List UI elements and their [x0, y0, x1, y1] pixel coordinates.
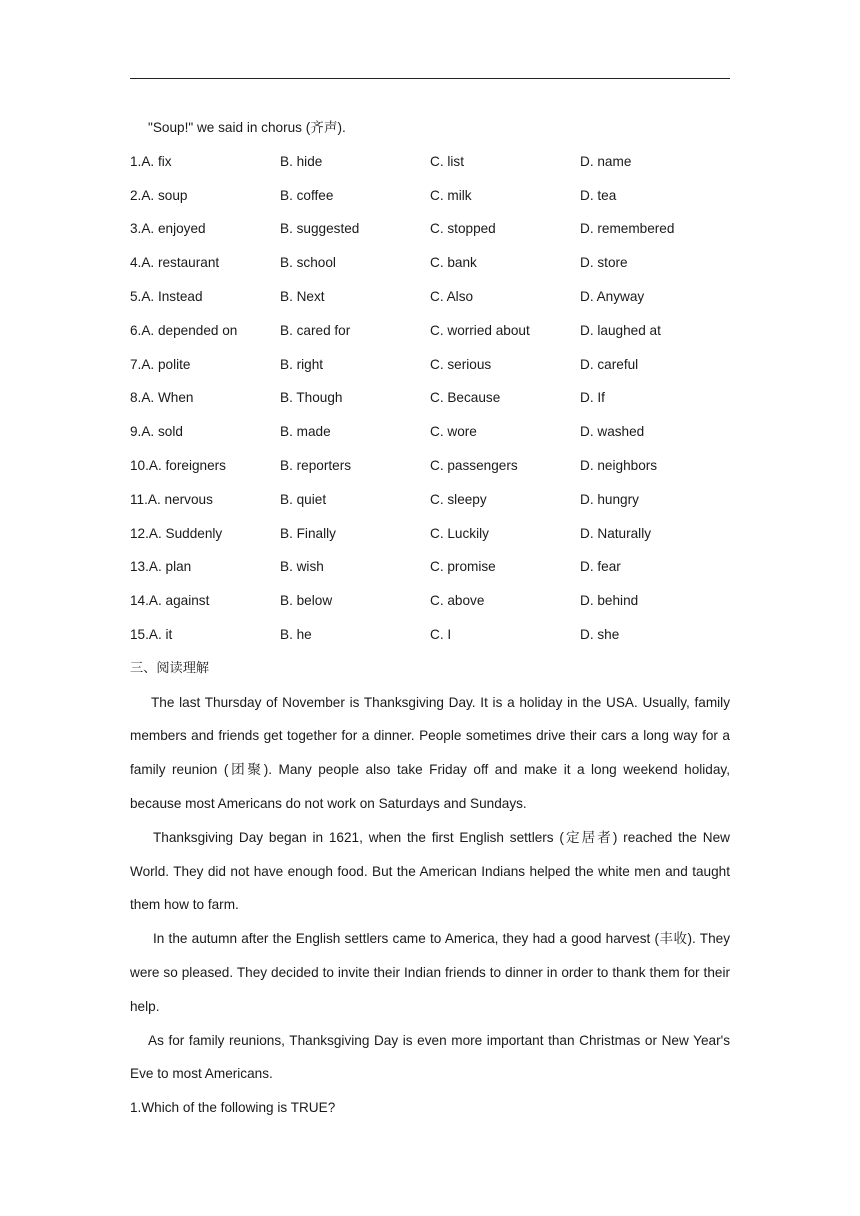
option-c: C. Also [430, 288, 474, 304]
option-b: B. below [280, 593, 333, 609]
option-a: 14.A. against [130, 593, 210, 609]
options-list [130, 145, 730, 652]
option-b: B. hide [280, 153, 323, 169]
option-b: B. cared for [280, 322, 351, 338]
option-row [130, 246, 730, 280]
option-b: B. coffee [280, 187, 334, 203]
option-row [130, 179, 730, 213]
option-b: B. he [280, 626, 312, 642]
option-a: 15.A. it [130, 626, 173, 642]
question-text: 1.Which of the following is TRUE? [130, 1100, 336, 1116]
option-d: D. remembered [580, 221, 675, 237]
option-c: C. Luckily [430, 525, 489, 541]
option-a: 10.A. foreigners [130, 457, 226, 473]
option-row [130, 145, 730, 179]
option-d: D. hungry [580, 491, 639, 507]
option-d: D. fear [580, 559, 621, 575]
option-a: 5.A. Instead [130, 288, 203, 304]
option-d: D. behind [580, 593, 639, 609]
option-d: D. laughed at [580, 322, 661, 338]
reading-paragraph: As for family reunions, Thanksgiving Day is even more important than Christmas or New Year's Eve to most Americans. [130, 1032, 730, 1082]
option-row [130, 381, 730, 415]
option-c: C. milk [430, 187, 472, 203]
option-d: D. Naturally [580, 525, 652, 541]
option-row [130, 348, 730, 382]
option-d: D. If [580, 390, 605, 406]
option-b: B. suggested [280, 221, 360, 237]
option-b: B. made [280, 424, 331, 440]
option-row [130, 550, 730, 584]
option-c: C. bank [430, 255, 477, 271]
option-c: C. passengers [430, 457, 518, 473]
option-b: B. Though [280, 390, 343, 406]
option-a: 2.A. soup [130, 187, 188, 203]
option-b: B. quiet [280, 491, 327, 507]
option-d: D. she [580, 626, 620, 642]
option-row [130, 584, 730, 618]
reading-paragraph: In the autumn after the English settlers came to America, they had a good harvest (丰收). They were so pleased. They decided to invite their Indian friends to dinner in order to thank them for their help. [130, 931, 730, 1014]
option-b: B. reporters [280, 457, 352, 473]
option-d: D. neighbors [580, 457, 658, 473]
option-b: B. wish [280, 559, 324, 575]
option-a: 4.A. restaurant [130, 255, 220, 271]
section-heading: 三、阅读理解 [130, 660, 210, 676]
option-a: 11.A. nervous [130, 491, 213, 507]
option-b: B. Next [280, 288, 325, 304]
option-c: C. sleepy [430, 491, 487, 507]
option-row [130, 280, 730, 314]
document-content [130, 111, 730, 1125]
option-a: 6.A. depended on [130, 322, 238, 338]
option-d: D. name [580, 153, 632, 169]
option-d: D. store [580, 255, 628, 271]
option-row [130, 517, 730, 551]
option-c: C. wore [430, 424, 477, 440]
option-a: 7.A. polite [130, 356, 191, 372]
intro-line: "Soup!" we said in chorus (齐声). [148, 120, 346, 135]
option-row [130, 483, 730, 517]
option-row [130, 212, 730, 246]
option-a: 9.A. sold [130, 424, 183, 440]
reading-paragraph: The last Thursday of November is Thanksgiving Day. It is a holiday in the USA. Usually, family members and friends get together for a dinner. People sometimes drive their cars a long way for a family reunion (团聚). Many people also take Friday off and make it a long weekend holiday, because most Americans do not work on Saturdays and Sundays. [130, 694, 730, 811]
option-d: D. Anyway [580, 288, 645, 304]
option-a: 8.A. When [130, 390, 194, 406]
option-a: 3.A. enjoyed [130, 221, 206, 237]
option-row [130, 415, 730, 449]
option-a: 1.A. fix [130, 153, 172, 169]
option-a: 13.A. plan [130, 559, 192, 575]
option-d: D. tea [580, 187, 617, 203]
option-b: B. right [280, 356, 324, 372]
option-d: D. careful [580, 356, 639, 372]
option-a: 12.A. Suddenly [130, 525, 223, 541]
option-row [130, 449, 730, 483]
option-d: D. washed [580, 424, 645, 440]
option-c: C. serious [430, 356, 492, 372]
option-c: C. list [430, 153, 464, 169]
option-c: C. worried about [430, 322, 530, 338]
reading-paragraph: Thanksgiving Day began in 1621, when the first English settlers (定居者) reached the New World. They did not have enough food. But the American Indians helped the white men and taught them how to farm. [130, 829, 730, 913]
option-c: C. Because [430, 390, 501, 406]
option-c: C. above [430, 593, 485, 609]
option-c: C. promise [430, 559, 496, 575]
header-rule [130, 78, 730, 79]
option-c: C. stopped [430, 221, 496, 237]
option-b: B. Finally [280, 525, 336, 541]
option-c: C. I [430, 626, 452, 642]
option-row [130, 618, 730, 652]
option-b: B. school [280, 255, 336, 271]
option-row [130, 314, 730, 348]
